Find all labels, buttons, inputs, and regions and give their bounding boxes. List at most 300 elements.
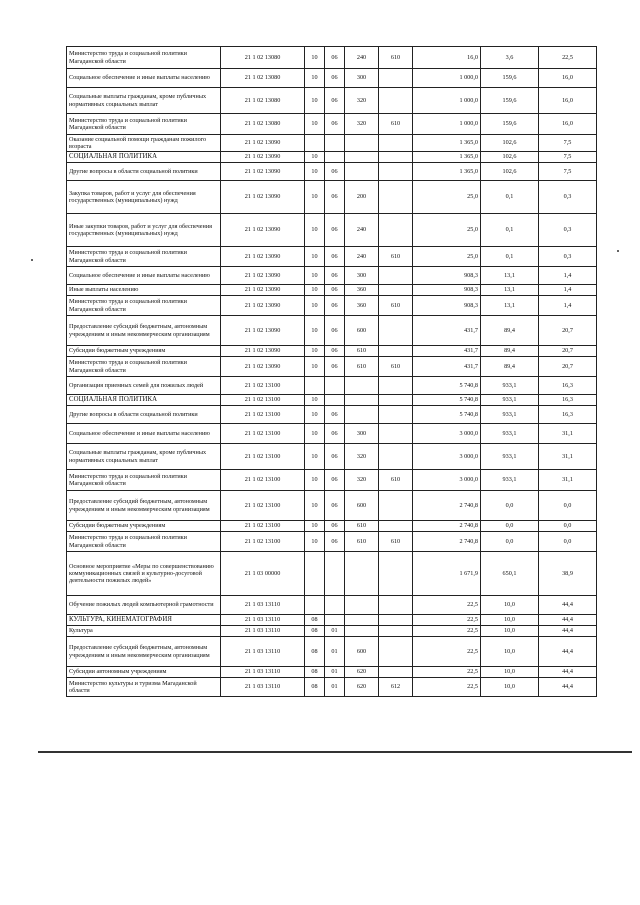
subsection-code: 06 (325, 346, 345, 357)
row-name: Социальное обеспечение и иные выплаты населению (67, 267, 221, 285)
target-code: 21 1 02 13080 (221, 69, 305, 88)
table-row (67, 346, 597, 357)
expense-type-code: 610 (345, 532, 379, 552)
plan-value: 1 365,0 (413, 163, 481, 181)
subsection-code: 06 (325, 521, 345, 532)
expense-type-code: 300 (345, 424, 379, 444)
target-code: 21 1 02 13100 (221, 406, 305, 424)
plan-value: 1 000,0 (413, 69, 481, 88)
percent-value: 1,4 (539, 296, 597, 316)
row-name: Иные выплаты населению (67, 285, 221, 296)
subsection-code: 06 (325, 285, 345, 296)
administrator-code (379, 316, 413, 346)
scan-mark-left (31, 259, 33, 261)
plan-value: 3 000,0 (413, 424, 481, 444)
table-row (67, 626, 597, 637)
administrator-code (379, 88, 413, 114)
table-row (67, 521, 597, 532)
expense-type-code: 300 (345, 69, 379, 88)
table-row (67, 424, 597, 444)
percent-value: 1,4 (539, 267, 597, 285)
row-name: Оказание социальной помощи гражданам пожилого возраста (67, 135, 221, 152)
percent-value: 31,1 (539, 424, 597, 444)
percent-value: 7,5 (539, 163, 597, 181)
row-name: СОЦИАЛЬНАЯ ПОЛИТИКА (67, 395, 221, 406)
percent-value: 0,0 (539, 532, 597, 552)
table-row (67, 181, 597, 214)
subsection-code (325, 377, 345, 395)
subsection-code: 01 (325, 667, 345, 678)
table-row (67, 637, 597, 667)
expense-type-code (345, 615, 379, 626)
section-code: 10 (305, 88, 325, 114)
plan-value: 22,5 (413, 615, 481, 626)
section-code: 10 (305, 267, 325, 285)
administrator-code (379, 214, 413, 247)
section-code: 10 (305, 285, 325, 296)
subsection-code: 06 (325, 214, 345, 247)
subsection-code (325, 615, 345, 626)
row-name: Министерство культуры и туризма Магаданской области (67, 678, 221, 697)
administrator-code (379, 152, 413, 163)
target-code: 21 1 02 13100 (221, 424, 305, 444)
percent-value: 20,7 (539, 316, 597, 346)
table-row (67, 395, 597, 406)
plan-value: 3 000,0 (413, 470, 481, 491)
plan-value: 5 740,8 (413, 395, 481, 406)
subsection-code: 06 (325, 88, 345, 114)
percent-value: 16,3 (539, 406, 597, 424)
section-code: 08 (305, 637, 325, 667)
row-name: Субсидии бюджетным учреждениям (67, 521, 221, 532)
target-code: 21 1 02 13090 (221, 181, 305, 214)
expense-type-code: 600 (345, 316, 379, 346)
section-code: 10 (305, 69, 325, 88)
administrator-code (379, 163, 413, 181)
administrator-code (379, 267, 413, 285)
section-code (305, 596, 325, 615)
table-row (67, 285, 597, 296)
target-code: 21 1 02 13100 (221, 470, 305, 491)
table-row (67, 377, 597, 395)
administrator-code (379, 626, 413, 637)
subsection-code (325, 152, 345, 163)
actual-value: 10,0 (481, 637, 539, 667)
plan-value: 22,5 (413, 596, 481, 615)
plan-value: 431,7 (413, 346, 481, 357)
administrator-code: 610 (379, 47, 413, 69)
expense-type-code: 320 (345, 470, 379, 491)
expense-type-code: 320 (345, 88, 379, 114)
section-code (305, 377, 325, 395)
administrator-code (379, 637, 413, 667)
expense-type-code: 300 (345, 267, 379, 285)
percent-value: 20,7 (539, 346, 597, 357)
actual-value: 933,1 (481, 377, 539, 395)
actual-value: 159,6 (481, 88, 539, 114)
administrator-code (379, 181, 413, 214)
actual-value: 933,1 (481, 444, 539, 470)
row-name: Основное мероприятие «Меры по совершенствованию коммуникационных связей и культурно-досуговой деятельности пожилых людей» (67, 552, 221, 596)
section-code: 10 (305, 247, 325, 267)
actual-value: 89,4 (481, 357, 539, 377)
target-code: 21 1 02 13090 (221, 247, 305, 267)
subsection-code: 06 (325, 296, 345, 316)
plan-value: 2 740,8 (413, 532, 481, 552)
subsection-code: 06 (325, 406, 345, 424)
administrator-code (379, 285, 413, 296)
plan-value: 908,3 (413, 267, 481, 285)
target-code: 21 1 02 13100 (221, 377, 305, 395)
actual-value: 933,1 (481, 470, 539, 491)
plan-value: 25,0 (413, 181, 481, 214)
plan-value: 908,3 (413, 296, 481, 316)
target-code: 21 1 03 13110 (221, 637, 305, 667)
percent-value: 44,4 (539, 626, 597, 637)
target-code: 21 1 03 13110 (221, 615, 305, 626)
actual-value: 0,0 (481, 521, 539, 532)
subsection-code: 06 (325, 47, 345, 69)
target-code: 21 1 02 13090 (221, 316, 305, 346)
target-code: 21 1 02 13090 (221, 267, 305, 285)
plan-value: 431,7 (413, 357, 481, 377)
subsection-code (325, 135, 345, 152)
plan-value: 22,5 (413, 678, 481, 697)
target-code: 21 1 02 13090 (221, 214, 305, 247)
row-name: КУЛЬТУРА, КИНЕМАТОГРАФИЯ (67, 615, 221, 626)
section-code: 10 (305, 470, 325, 491)
percent-value: 44,4 (539, 637, 597, 667)
expense-type-code: 200 (345, 181, 379, 214)
actual-value: 0,0 (481, 491, 539, 521)
actual-value: 159,6 (481, 69, 539, 88)
expense-type-code: 610 (345, 346, 379, 357)
target-code: 21 1 02 13090 (221, 296, 305, 316)
plan-value: 2 740,8 (413, 521, 481, 532)
actual-value: 13,1 (481, 296, 539, 316)
actual-value: 933,1 (481, 406, 539, 424)
section-code: 08 (305, 615, 325, 626)
plan-value: 1 671,9 (413, 552, 481, 596)
administrator-code (379, 444, 413, 470)
target-code: 21 1 02 13090 (221, 285, 305, 296)
plan-value: 431,7 (413, 316, 481, 346)
plan-value: 1 365,0 (413, 152, 481, 163)
section-code: 10 (305, 181, 325, 214)
administrator-code (379, 135, 413, 152)
administrator-code (379, 346, 413, 357)
section-code: 10 (305, 163, 325, 181)
administrator-code (379, 377, 413, 395)
expense-type-code: 620 (345, 678, 379, 697)
subsection-code (325, 596, 345, 615)
row-name: Предоставление субсидий бюджетным, автономным учреждениям и иным некоммерческим организациям (67, 316, 221, 346)
actual-value: 89,4 (481, 346, 539, 357)
section-code: 10 (305, 357, 325, 377)
expense-type-code: 360 (345, 296, 379, 316)
budget-table (66, 46, 597, 697)
percent-value: 16,0 (539, 88, 597, 114)
section-code: 10 (305, 406, 325, 424)
row-name: Министерство труда и социальной политики Магаданской области (67, 296, 221, 316)
section-code: 10 (305, 521, 325, 532)
table-row (67, 444, 597, 470)
subsection-code: 06 (325, 470, 345, 491)
administrator-code (379, 667, 413, 678)
table-row (67, 114, 597, 135)
table-row (67, 135, 597, 152)
administrator-code (379, 615, 413, 626)
table-row (67, 214, 597, 247)
percent-value: 16,0 (539, 69, 597, 88)
expense-type-code (345, 626, 379, 637)
percent-value: 7,5 (539, 135, 597, 152)
target-code: 21 1 03 13110 (221, 667, 305, 678)
administrator-code: 610 (379, 532, 413, 552)
expense-type-code: 610 (345, 521, 379, 532)
subsection-code: 06 (325, 181, 345, 214)
section-code (305, 135, 325, 152)
actual-value: 10,0 (481, 615, 539, 626)
section-code: 08 (305, 667, 325, 678)
section-code: 10 (305, 296, 325, 316)
row-name: Предоставление субсидий бюджетным, автономным учреждениям и иным некоммерческим организациям (67, 491, 221, 521)
section-code: 10 (305, 491, 325, 521)
expense-type-code: 320 (345, 114, 379, 135)
table-row (67, 678, 597, 697)
row-name: Другие вопросы в области социальной политики (67, 406, 221, 424)
target-code: 21 1 02 13100 (221, 395, 305, 406)
percent-value: 31,1 (539, 470, 597, 491)
section-code: 10 (305, 214, 325, 247)
plan-value: 22,5 (413, 637, 481, 667)
expense-type-code: 610 (345, 357, 379, 377)
plan-value: 1 365,0 (413, 135, 481, 152)
actual-value: 10,0 (481, 667, 539, 678)
target-code: 21 1 02 13090 (221, 346, 305, 357)
page-footer-rule (38, 751, 632, 753)
expense-type-code: 620 (345, 667, 379, 678)
actual-value: 102,6 (481, 152, 539, 163)
budget-table-page (66, 46, 596, 697)
actual-value: 102,6 (481, 135, 539, 152)
expense-type-code (345, 377, 379, 395)
administrator-code (379, 424, 413, 444)
table-row (67, 596, 597, 615)
subsection-code: 06 (325, 424, 345, 444)
plan-value: 3 000,0 (413, 444, 481, 470)
actual-value: 10,0 (481, 596, 539, 615)
subsection-code: 06 (325, 247, 345, 267)
table-row (67, 152, 597, 163)
administrator-code: 610 (379, 357, 413, 377)
plan-value: 908,3 (413, 285, 481, 296)
administrator-code: 612 (379, 678, 413, 697)
actual-value: 933,1 (481, 395, 539, 406)
expense-type-code (345, 163, 379, 181)
administrator-code (379, 406, 413, 424)
row-name: Министерство труда и социальной политики Магаданской области (67, 247, 221, 267)
actual-value: 0,1 (481, 247, 539, 267)
target-code: 21 1 02 13100 (221, 521, 305, 532)
row-name: Министерство труда и социальной политики Магаданской области (67, 357, 221, 377)
subsection-code: 06 (325, 491, 345, 521)
subsection-code: 01 (325, 626, 345, 637)
row-name: СОЦИАЛЬНАЯ ПОЛИТИКА (67, 152, 221, 163)
row-name: Субсидии автономным учреждениям (67, 667, 221, 678)
target-code: 21 1 03 00000 (221, 552, 305, 596)
actual-value: 933,1 (481, 424, 539, 444)
expense-type-code (345, 395, 379, 406)
row-name: Предоставление субсидий бюджетным, автономным учреждениям и иным некоммерческим организациям (67, 637, 221, 667)
table-row (67, 470, 597, 491)
table-row (67, 88, 597, 114)
actual-value: 13,1 (481, 267, 539, 285)
percent-value: 44,4 (539, 596, 597, 615)
percent-value: 16,3 (539, 395, 597, 406)
row-name: Закупка товаров, работ и услуг для обеспечения государственных (муниципальных) нужд (67, 181, 221, 214)
table-row (67, 552, 597, 596)
scan-mark-right (617, 250, 619, 252)
administrator-code (379, 552, 413, 596)
row-name: Организация приемных семей для пожилых людей (67, 377, 221, 395)
table-body (67, 47, 597, 697)
target-code: 21 1 02 13090 (221, 357, 305, 377)
plan-value: 1 000,0 (413, 88, 481, 114)
target-code: 21 1 02 13080 (221, 47, 305, 69)
section-code: 10 (305, 424, 325, 444)
section-code: 10 (305, 316, 325, 346)
section-code: 10 (305, 444, 325, 470)
expense-type-code: 600 (345, 637, 379, 667)
row-name: Социальные выплаты гражданам, кроме публичных нормативных социальных выплат (67, 88, 221, 114)
target-code: 21 1 02 13090 (221, 152, 305, 163)
expense-type-code: 240 (345, 47, 379, 69)
table-row (67, 491, 597, 521)
actual-value: 89,4 (481, 316, 539, 346)
percent-value: 7,5 (539, 152, 597, 163)
section-code: 10 (305, 152, 325, 163)
plan-value: 22,5 (413, 626, 481, 637)
target-code: 21 1 02 13080 (221, 88, 305, 114)
section-code: 10 (305, 114, 325, 135)
expense-type-code: 360 (345, 285, 379, 296)
section-code: 08 (305, 678, 325, 697)
row-name: Министерство труда и социальной политики Магаданской области (67, 114, 221, 135)
target-code: 21 1 02 13100 (221, 444, 305, 470)
row-name: Социальные выплаты гражданам, кроме публичных нормативных социальных выплат (67, 444, 221, 470)
administrator-code: 610 (379, 114, 413, 135)
section-code: 10 (305, 346, 325, 357)
row-name: Субсидии бюджетным учреждениям (67, 346, 221, 357)
section-code: 10 (305, 532, 325, 552)
expense-type-code: 240 (345, 214, 379, 247)
actual-value: 102,6 (481, 163, 539, 181)
table-row (67, 69, 597, 88)
subsection-code: 01 (325, 678, 345, 697)
subsection-code: 06 (325, 357, 345, 377)
row-name: Социальное обеспечение и иные выплаты населению (67, 424, 221, 444)
percent-value: 0,0 (539, 491, 597, 521)
table-row (67, 296, 597, 316)
row-name: Другие вопросы в области социальной политики (67, 163, 221, 181)
administrator-code: 610 (379, 247, 413, 267)
expense-type-code (345, 552, 379, 596)
actual-value: 13,1 (481, 285, 539, 296)
row-name: Министерство труда и социальной политики Магаданской области (67, 47, 221, 69)
administrator-code (379, 521, 413, 532)
percent-value: 20,7 (539, 357, 597, 377)
table-row (67, 267, 597, 285)
subsection-code: 06 (325, 532, 345, 552)
plan-value: 5 740,8 (413, 406, 481, 424)
table-row (67, 532, 597, 552)
percent-value: 16,0 (539, 114, 597, 135)
expense-type-code (345, 135, 379, 152)
row-name: Министерство труда и социальной политики Магаданской области (67, 532, 221, 552)
percent-value: 0,3 (539, 181, 597, 214)
administrator-code: 610 (379, 296, 413, 316)
plan-value: 2 740,8 (413, 491, 481, 521)
percent-value: 1,4 (539, 285, 597, 296)
section-code: 10 (305, 47, 325, 69)
percent-value: 22,5 (539, 47, 597, 69)
percent-value: 16,3 (539, 377, 597, 395)
actual-value: 0,0 (481, 532, 539, 552)
row-name: Обучение пожилых людей компьютерной грамотности (67, 596, 221, 615)
subsection-code: 01 (325, 637, 345, 667)
plan-value: 5 740,8 (413, 377, 481, 395)
subsection-code: 06 (325, 114, 345, 135)
target-code: 21 1 02 13100 (221, 491, 305, 521)
administrator-code (379, 596, 413, 615)
actual-value: 159,6 (481, 114, 539, 135)
table-row (67, 667, 597, 678)
percent-value: 44,4 (539, 678, 597, 697)
percent-value: 0,3 (539, 214, 597, 247)
section-code: 10 (305, 395, 325, 406)
expense-type-code: 600 (345, 491, 379, 521)
target-code: 21 1 02 13090 (221, 163, 305, 181)
target-code: 21 1 03 13110 (221, 596, 305, 615)
expense-type-code (345, 596, 379, 615)
row-name: Культура (67, 626, 221, 637)
percent-value: 44,4 (539, 667, 597, 678)
row-name: Социальное обеспечение и иные выплаты населению (67, 69, 221, 88)
administrator-code (379, 491, 413, 521)
administrator-code (379, 69, 413, 88)
plan-value: 22,5 (413, 667, 481, 678)
percent-value: 44,4 (539, 615, 597, 626)
row-name: Иные закупки товаров, работ и услуг для обеспечения государственных (муниципальных) нужд (67, 214, 221, 247)
subsection-code (325, 552, 345, 596)
administrator-code: 610 (379, 470, 413, 491)
target-code: 21 1 02 13080 (221, 114, 305, 135)
table-row (67, 357, 597, 377)
subsection-code: 06 (325, 267, 345, 285)
actual-value: 3,6 (481, 47, 539, 69)
target-code: 21 1 02 13090 (221, 135, 305, 152)
percent-value: 0,3 (539, 247, 597, 267)
actual-value: 10,0 (481, 626, 539, 637)
table-row (67, 163, 597, 181)
section-code (305, 552, 325, 596)
target-code: 21 1 02 13100 (221, 532, 305, 552)
expense-type-code: 240 (345, 247, 379, 267)
actual-value: 650,1 (481, 552, 539, 596)
table-row (67, 406, 597, 424)
plan-value: 1 000,0 (413, 114, 481, 135)
